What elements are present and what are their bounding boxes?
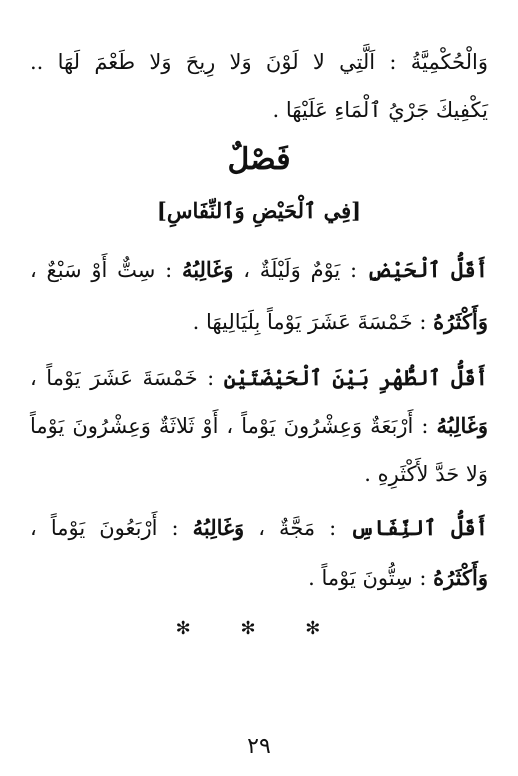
section-separator: ✻ ✻ ✻ [175, 618, 343, 639]
term-max-nifas: وَأَكْثَرُهُ [433, 565, 488, 590]
text-line-2: يَكْفِيكَ جَرْيُ ٱلْمَاءِ عَلَيْهَا . [272, 98, 488, 122]
value-common-hayd: : سِتٌّ أَوْ سَبْعٌ ، [30, 258, 182, 282]
value-min-hayd: : يَوْمٌ وَلَيْلَةٌ ، [233, 258, 367, 282]
value-min-nifas: : مَجَّةٌ ، [244, 516, 351, 540]
para1-line-2 [30, 306, 488, 338]
para3-line-2 [30, 562, 488, 594]
page-number: ٢٩ [247, 734, 271, 759]
value-min-tuhr: : خَمْسَةَ عَشَرَ يَوْماً ، [30, 366, 224, 390]
term-min-hayd: أَقَلُّ ٱلْحَيْضِ [366, 257, 489, 282]
section-subtitle: [فِي ٱلْحَيْضِ وَٱلنِّفَاسِ] [156, 198, 362, 223]
value-common-tuhr: : أَرْبَعَةٌ وَعِشْرُونَ يَوْماً ، أَوْ ثَلاثَةٌ وَعِشْرُونَ يَوْماً [30, 414, 437, 438]
value-max-hayd: : خَمْسَةَ عَشَرَ يَوْماً بِلَيَالِيهَا . [192, 310, 434, 334]
text-line-1: وَالْحُكْمِيَّةُ : اَلَّتِي لا لَوْنَ وَلا رِيحَ وَلا طَعْمَ لَهَا .. [30, 50, 488, 74]
term-max-hayd: وَأَكْثَرُهُ [433, 309, 488, 334]
para2-line-3 [30, 458, 488, 490]
term-common-tuhr: وَغَالِبُهُ [436, 413, 488, 438]
para2-line-2 [30, 410, 488, 442]
section-title: فَصْلٌ [227, 142, 291, 177]
para2-line-1 [30, 362, 488, 394]
value-max-tuhr: وَلا حَدَّ لأَكْثَرِهِ . [364, 462, 488, 486]
term-common-hayd: وَغَالِبُهُ [181, 257, 234, 282]
term-common-nifas: وَغَالِبُهُ [192, 515, 245, 540]
para1-line-1 [30, 254, 488, 286]
term-min-nifas: أَقَلُّ ٱلنِّفَاسِ [350, 515, 488, 540]
para3-line-1 [30, 512, 488, 544]
term-min-tuhr: أَقَلُّ ٱلطُّهْرِ بَيْنَ ٱلْحَيْضَتَيْنِ [223, 365, 488, 390]
value-max-nifas: : سِتُّونَ يَوْماً . [308, 566, 434, 590]
value-common-nifas: : أَرْبَعُونَ يَوْماً ، [30, 516, 193, 540]
